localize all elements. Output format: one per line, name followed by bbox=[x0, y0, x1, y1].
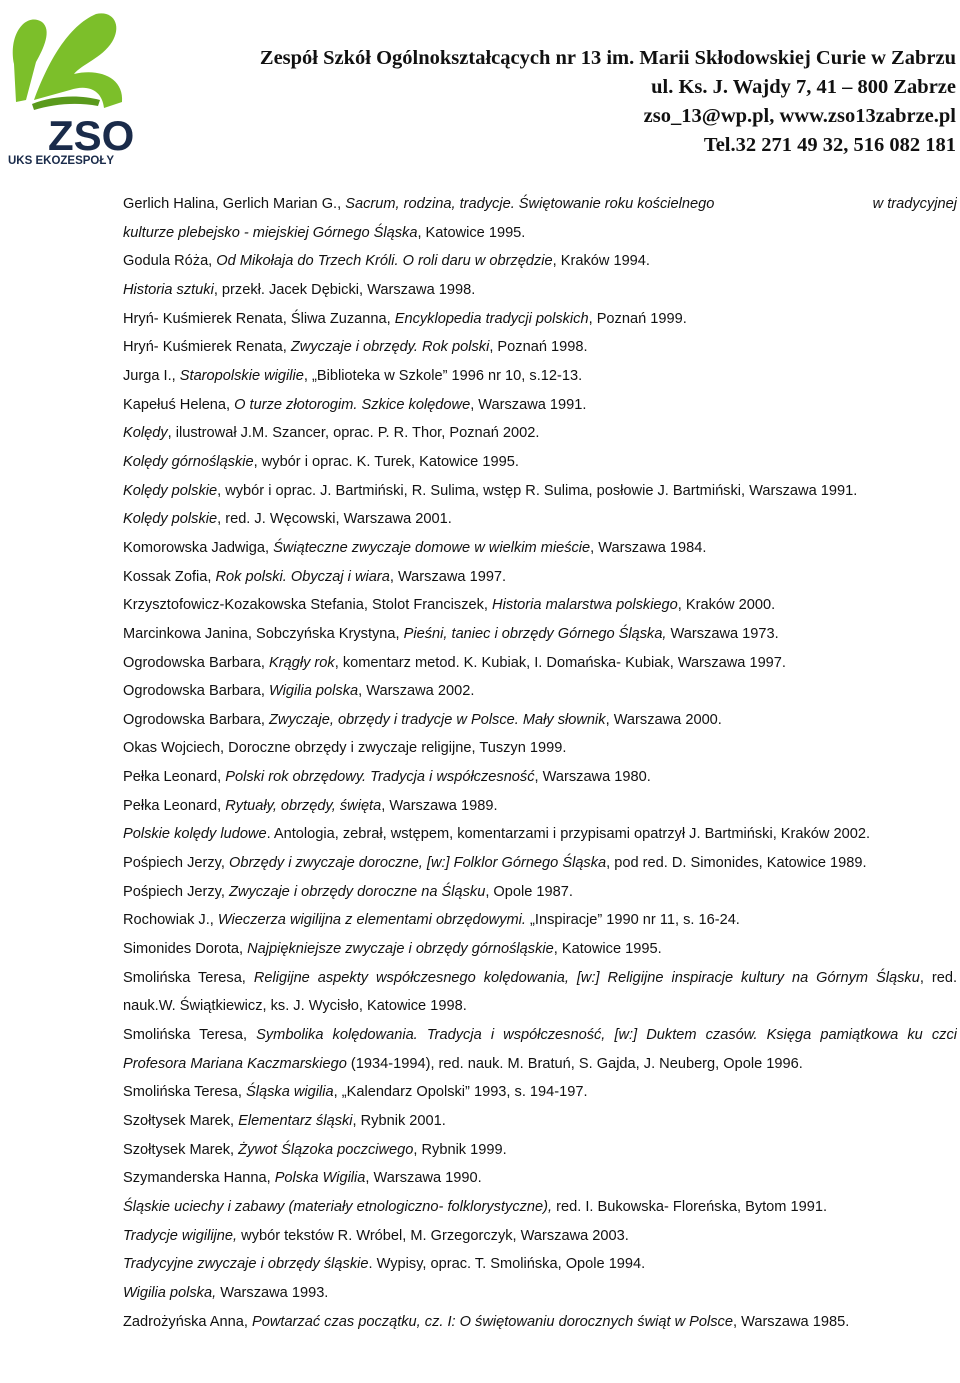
entry-text: Simonides Dorota, bbox=[123, 941, 248, 958]
entry-text: Smolińska Teresa, bbox=[123, 969, 254, 986]
entry-text: , wybór i oprac. K. Turek, Katowice 1995. bbox=[253, 453, 519, 470]
entry-1-title: Sacrum, rodzina, tradycje. Świętowanie roku kościelnego bbox=[345, 196, 715, 212]
entry-title: Polska Wigilia bbox=[274, 1170, 366, 1187]
entry-title: Kolędy polskie bbox=[123, 511, 218, 528]
entry-text: Ogrodowska Barbara, bbox=[123, 654, 270, 671]
entry-text: , komentarz metod. K. Kubiak, I. Domańska- Kubiak, Warszawa 1997. bbox=[334, 654, 786, 671]
entry-title: Śląskie uciechy i zabawy (materiały etnologiczno- folklorystyczne), bbox=[123, 1198, 553, 1215]
entry-text: (1934-1994), red. nauk. M. Bratuń, S. Gajda, J. Neuberg, Opole 1996. bbox=[346, 1055, 803, 1072]
entry-title: Rok polski. Obyczaj i wiara bbox=[215, 568, 390, 585]
bibliography-entry bbox=[123, 563, 957, 592]
entry-text: , Rybnik 2001. bbox=[352, 1113, 446, 1129]
header-email-web: zso_13@wp.pl, www.zso13zabrze.pl bbox=[643, 105, 956, 127]
entry-text: Szymanderska Hanna, bbox=[123, 1170, 275, 1187]
bibliography-entry bbox=[123, 849, 957, 878]
entry-1-authors: Gerlich Halina, Gerlich Marian G., bbox=[123, 196, 346, 212]
bibliography-entry bbox=[123, 276, 957, 305]
entry-text: , Warszawa 2002. bbox=[358, 683, 475, 700]
entry-text: Smolińska Teresa, bbox=[123, 1084, 247, 1101]
entry-title: Zwyczaje, obrzędy i tradycje w Polsce. Mały słownik bbox=[269, 711, 606, 728]
entry-text: , „Biblioteka w Szkole” 1996 nr 10, s.12-13. bbox=[303, 367, 583, 384]
bibliography-entry bbox=[123, 763, 957, 792]
bibliography-entry bbox=[123, 477, 957, 506]
entry-text: , Warszawa 1980. bbox=[534, 769, 651, 786]
entry-text: Hryń- Kuśmierek Renata, bbox=[123, 339, 291, 356]
entry-title: Wigilia polska bbox=[269, 683, 359, 700]
bibliography-entry bbox=[123, 1308, 957, 1337]
bibliography-entry bbox=[123, 1222, 957, 1251]
entry-title: Obrzędy i zwyczaje doroczne, [w:] Folklor Górnego Śląska bbox=[228, 855, 607, 872]
bibliography-entry bbox=[123, 677, 957, 706]
bibliography-entry bbox=[123, 935, 957, 964]
bibliography-entry bbox=[123, 1136, 957, 1165]
entry-text: Pełka Leonard, bbox=[123, 769, 226, 786]
entry-title: Kolędy bbox=[123, 425, 168, 442]
entry-text: . Wypisy, oprac. T. Smolińska, Opole 1994. bbox=[368, 1256, 646, 1273]
bibliography-entry bbox=[123, 620, 957, 649]
bibliography-entry bbox=[123, 1164, 957, 1193]
entry-text: , wybór i oprac. J. Bartmiński, R. Sulima, wstęp R. Sulima, posłowie J. Bartmiński, Warszawa 1991. bbox=[217, 482, 858, 499]
header-phone: Tel.32 271 49 32, 516 082 181 bbox=[703, 134, 956, 156]
bibliography-entry bbox=[123, 1107, 957, 1136]
bibliography-entry bbox=[123, 391, 957, 420]
entry-title: Świąteczne zwyczaje domowe w wielkim mieście bbox=[273, 539, 591, 556]
bibliography-entry bbox=[123, 591, 957, 620]
entry-1-title-cont: kulturze plebejsko - miejskiej Górnego Śląska bbox=[123, 224, 418, 241]
entry-text: , Kraków 1994. bbox=[552, 253, 650, 270]
entry-text: Pełka Leonard, bbox=[123, 797, 226, 814]
entry-title: Religijne aspekty współczesnego kolędowania, [w:] Religijne inspiracje kultury na Górnym Śląsku bbox=[253, 969, 920, 986]
entry-text: Jurga I., bbox=[123, 367, 180, 384]
entry-text: . Antologia, zebrał, wstępem, komentarzami i przypisami opatrzył J. Bartmiński, Kraków 2002. bbox=[266, 826, 871, 843]
logo-subtitle: UKS EKOZESPOŁY bbox=[8, 155, 115, 166]
entry-title: Od Mikołaja do Trzech Króli. O roli daru w obrzędzie bbox=[216, 253, 553, 270]
entry-text: red. I. Bukowska- Floreńska, Bytom 1991. bbox=[552, 1198, 828, 1215]
entry-title: Żywot Ślązoka poczciwego bbox=[238, 1141, 414, 1158]
bibliography-entry bbox=[123, 906, 957, 935]
bibliography-entry bbox=[123, 419, 957, 448]
entry-text: , pod red. D. Simonides, Katowice 1989. bbox=[606, 855, 867, 872]
entry-title: Historia malarstwa polskiego bbox=[492, 597, 678, 614]
entry-title: Polski rok obrzędowy. Tradycja i współczesność bbox=[225, 769, 535, 786]
bibliography-entry bbox=[123, 1193, 957, 1222]
entry-title: Symbolika kolędowania. Tradycja i współczesność, [w:] Duktem czasów. Księga pamiątkowa ku czci Profesora Mariana Kaczmarskiego bbox=[123, 1027, 957, 1072]
zso-logo-icon bbox=[4, 4, 152, 166]
entry-text: Krzysztofowicz-Kozakowska Stefania, Stolot Franciszek, bbox=[123, 597, 493, 614]
entry-title: Pieśni, taniec i obrzędy Górnego Śląska, bbox=[403, 625, 667, 642]
entry-text: , Rybnik 1999. bbox=[413, 1141, 507, 1158]
bibliography-entry bbox=[123, 792, 957, 821]
entry-title: O turze złotorogim. Szkice kolędowe bbox=[234, 396, 471, 413]
bibliography-entry bbox=[123, 649, 957, 678]
entry-text: Hryń- Kuśmierek Renata, Śliwa Zuzanna, bbox=[123, 310, 395, 327]
bibliography-entry bbox=[123, 505, 957, 534]
bibliography-entry bbox=[123, 734, 957, 763]
entry-title: Śląska wigilia bbox=[246, 1084, 334, 1101]
bibliography-entry bbox=[123, 878, 957, 907]
entry-text: Rochowiak J., bbox=[123, 912, 218, 929]
entry-title: Kolędy górnośląskie bbox=[123, 453, 254, 470]
entry-text: , Warszawa 1997. bbox=[389, 568, 507, 585]
entry-title: Zwyczaje i obrzędy. Rok polski bbox=[290, 339, 490, 356]
entry-title: Powtarzać czas początku, cz. I: O świętowaniu dorocznych świąt w Polsce bbox=[252, 1313, 733, 1330]
logo-text: ZSO bbox=[48, 112, 135, 159]
bibliography-entry bbox=[123, 1078, 957, 1107]
entry-text: , Warszawa 1991. bbox=[470, 396, 587, 413]
entry-title: Rytuały, obrzędy, święta bbox=[225, 797, 382, 814]
entry-text: Komorowska Jadwiga, bbox=[123, 539, 274, 556]
entry-text: Warszawa 1993. bbox=[216, 1284, 329, 1301]
bibliography-entry bbox=[123, 1250, 957, 1279]
entry-text: , Katowice 1995. bbox=[553, 941, 662, 958]
bibliography-list bbox=[123, 190, 957, 1336]
entry-1-publisher: , Katowice 1995. bbox=[417, 224, 526, 241]
entry-text: , Warszawa 1990. bbox=[365, 1170, 482, 1187]
entry-text: , Poznań 1999. bbox=[588, 310, 687, 327]
entry-text: , przekł. Jacek Dębicki, Warszawa 1998. bbox=[213, 281, 476, 298]
entry-text: , Warszawa 1985. bbox=[732, 1313, 850, 1330]
entry-title: Tradycje wigilijne, bbox=[123, 1227, 238, 1244]
entry-text: Godula Róża, bbox=[123, 253, 217, 270]
entry-text: , Kraków 2000. bbox=[677, 597, 776, 614]
entry-text: Szołtysek Marek, bbox=[123, 1113, 239, 1129]
school-logo bbox=[4, 4, 152, 166]
entry-text: , Opole 1987. bbox=[485, 883, 573, 900]
entry-text: , Warszawa 2000. bbox=[605, 711, 722, 728]
entry-title: Krągły rok bbox=[269, 654, 335, 671]
entry-text: „Inspiracje” 1990 nr 11, s. 16-24. bbox=[525, 912, 740, 929]
entry-text: Pośpiech Jerzy, bbox=[123, 883, 229, 900]
bibliography-entry bbox=[123, 362, 957, 391]
bibliography-entry-1-line2 bbox=[123, 219, 957, 248]
entry-1-title-end: w tradycyjnej bbox=[872, 196, 957, 212]
header-school-name: Zespół Szkół Ogólnokształcących nr 13 im. Marii Skłodowskiej Curie w Zabrzu bbox=[259, 47, 956, 69]
entry-title: Wieczerza wigilijna z elementami obrzędowymi. bbox=[217, 912, 526, 929]
entry-title: Encyklopedia tradycji polskich bbox=[394, 310, 589, 327]
entry-text: Marcinkowa Janina, Sobczyńska Krystyna, bbox=[123, 625, 404, 642]
entry-text: Zadrożyńska Anna, bbox=[123, 1313, 252, 1330]
entry-title: Tradycyjne zwyczaje i obrzędy śląskie bbox=[123, 1256, 369, 1273]
bibliography-entry bbox=[123, 706, 957, 735]
entry-text: Kossak Zofia, bbox=[123, 568, 216, 585]
entry-text: Ogrodowska Barbara, bbox=[123, 683, 270, 700]
bibliography-entry bbox=[123, 448, 957, 477]
entry-title: Elementarz śląski bbox=[238, 1113, 353, 1129]
entry-title: Zwyczaje i obrzędy doroczne na Śląsku bbox=[228, 883, 486, 900]
bibliography-entry-1-line1 bbox=[123, 190, 957, 219]
entry-text: Kapełuś Helena, bbox=[123, 396, 235, 413]
entry-text: Pośpiech Jerzy, bbox=[123, 855, 229, 872]
entry-title: Najpiękniejsze zwyczaje i obrzędy górnośląskie bbox=[247, 941, 554, 958]
bibliography-entry bbox=[123, 305, 957, 334]
bibliography-entry bbox=[123, 1021, 957, 1078]
entry-text: wybór tekstów R. Wróbel, M. Grzegorczyk, Warszawa 2003. bbox=[237, 1227, 629, 1244]
entry-text: , Warszawa 1984. bbox=[590, 539, 707, 556]
entry-text: Okas Wojciech, Doroczne obrzędy i zwyczaje religijne, Tuszyn 1999. bbox=[123, 740, 567, 757]
bibliography-entry bbox=[123, 964, 957, 1021]
header-address: ul. Ks. J. Wajdy 7, 41 – 800 Zabrze bbox=[651, 76, 956, 98]
bibliography-entry bbox=[123, 333, 957, 362]
entry-text: Szołtysek Marek, bbox=[123, 1141, 239, 1158]
entry-text: , red. nauk.W. Świątkiewicz, ks. J. Wycisło, Katowice 1998. bbox=[123, 969, 957, 1015]
entry-text: , red. J. Węcowski, Warszawa 2001. bbox=[217, 511, 452, 528]
entry-title: Staropolskie wigilie bbox=[179, 367, 304, 384]
bibliography-entry bbox=[123, 534, 957, 563]
entry-title: Historia sztuki bbox=[123, 281, 214, 298]
bibliography-entry bbox=[123, 820, 957, 849]
school-header bbox=[260, 44, 956, 160]
entry-text: Ogrodowska Barbara, bbox=[123, 711, 270, 728]
entry-text: , Poznań 1998. bbox=[489, 339, 588, 356]
bibliography-entry bbox=[123, 1279, 957, 1308]
entry-text: , ilustrował J.M. Szancer, oprac. P. R. Thor, Poznań 2002. bbox=[167, 425, 540, 442]
entry-text: Warszawa 1973. bbox=[666, 625, 779, 642]
entry-text: Smolińska Teresa, bbox=[123, 1027, 257, 1044]
entry-title: Polskie kolędy ludowe bbox=[123, 826, 267, 843]
entry-text: , Warszawa 1989. bbox=[381, 797, 498, 814]
entry-text: , „Kalendarz Opolski” 1993, s. 194-197. bbox=[333, 1084, 588, 1101]
entry-title: Wigilia polska, bbox=[123, 1284, 217, 1301]
bibliography-entry bbox=[123, 247, 957, 276]
bibliography-entries bbox=[123, 247, 957, 1336]
entry-title: Kolędy polskie bbox=[123, 482, 218, 499]
